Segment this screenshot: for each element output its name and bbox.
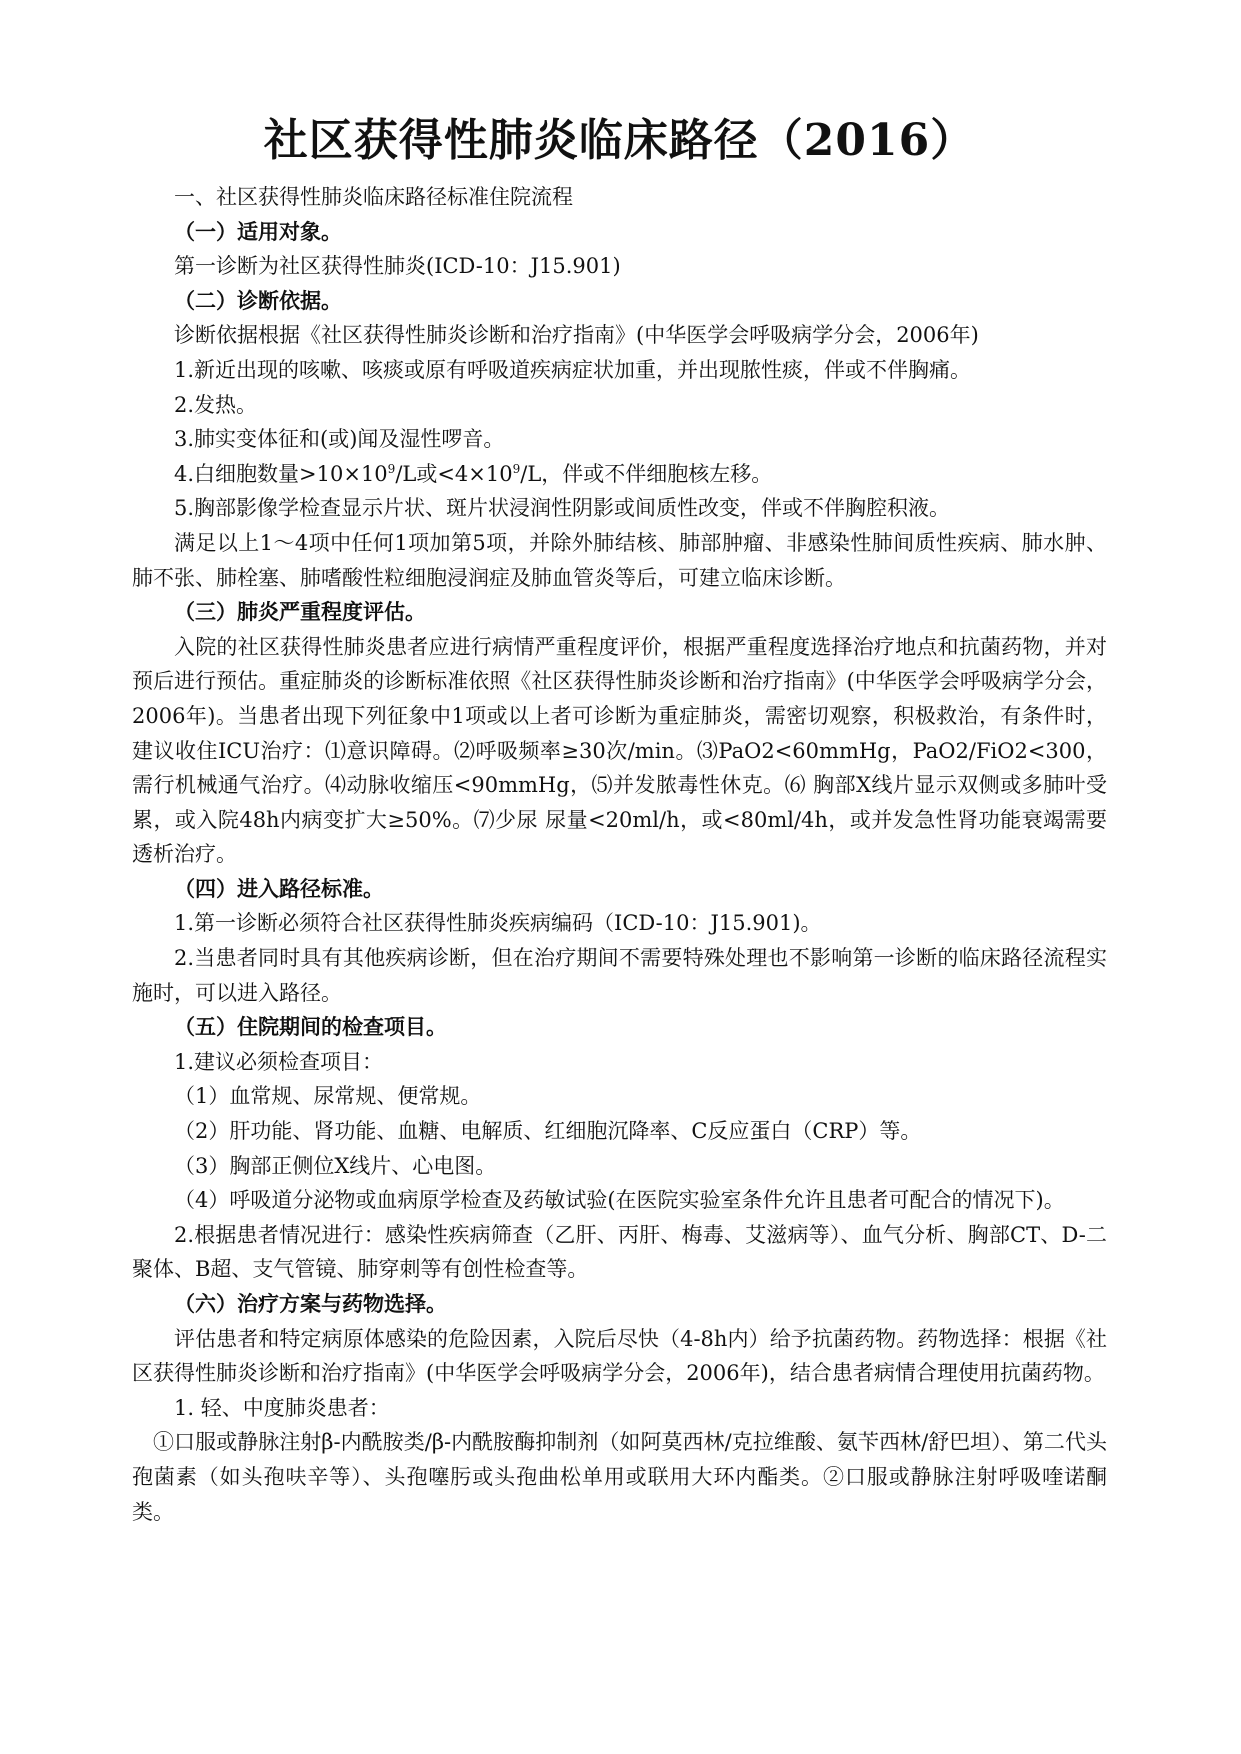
paragraph-mild-moderate-drugs: ①口服或静脉注射β-内酰胺类/β-内酰胺酶抑制剂（如阿莫西林/克拉维酸、氨苄西林/舒巴坦）、第二代头孢菌素（如头孢呋辛等）、头孢噻肟或头孢曲松单用或联用大环内酯类。②口服或静脉注射呼吸喹诺酮类。 [132, 1430, 1107, 1524]
list-item-diagnosis-3: 3.肺实变体征和(或)闻及湿性啰音。 [174, 427, 505, 452]
list-item-exams-required: 1.建议必须检查项目： [174, 1049, 384, 1074]
subheading-inpatient-exams: （五）住院期间的检查项目。 [174, 1014, 447, 1040]
paragraph-antibiotic-selection: 评估患者和特定病原体感染的危险因素，入院后尽快（4-8h内）给予抗菌药物。药物选择：根据《社区获得性肺炎诊断和治疗指南》(中华医学会呼吸病学分会，2006年)，结合患者病情合理使用抗菌药物。 [132, 1326, 1107, 1386]
paragraph-clinical-diagnosis: 满足以上1～4项中任何1项加第5项，并除外肺结核、肺部肿瘤、非感染性肺间质性疾病、肺水肿、肺不张、肺栓塞、肺嗜酸性粒细胞浸润症及肺血管炎等后，可建立临床诊断。 [132, 530, 1107, 590]
list-item-exams-optional: 2.根据患者情况进行：感染性疾病筛查（乙肝、丙肝、梅毒、艾滋病等）、血气分析、胸部CT、D-二聚体、B超、支气管镜、肺穿刺等有创性检查等。 [132, 1222, 1107, 1282]
subheading-diagnosis-basis: （二）诊断依据。 [174, 287, 342, 313]
subheading-severity-assessment: （三）肺炎严重程度评估。 [174, 599, 426, 625]
wbc-text-c: /L，伴或不伴细胞核左移。 [520, 461, 773, 486]
list-item-exam-1: （1）血常规、尿常规、便常规。 [174, 1084, 482, 1109]
subheading-path-entry-standard: （四）进入路径标准。 [174, 875, 384, 901]
document-page [132, 108, 1107, 1529]
list-item-entry-2: 2.当患者同时具有其他疾病诊断，但在治疗期间不需要特殊处理也不影响第一诊断的临床路径流程实施时，可以进入路径。 [132, 946, 1107, 1005]
list-item-exam-2: （2）肝功能、肾功能、血糖、电解质、红细胞沉降率、C反应蛋白（CRP）等。 [174, 1119, 922, 1144]
wbc-exponent-2: 9 [512, 461, 521, 476]
wbc-text-a: 4.白细胞数量>10×10 [174, 461, 388, 486]
wbc-exponent-1: 9 [387, 461, 396, 476]
list-item-exam-3: （3）胸部正侧位X线片、心电图。 [174, 1153, 497, 1178]
list-item-mild-moderate: 1. 轻、中度肺炎患者： [174, 1395, 390, 1420]
section-heading-main: 一、社区获得性肺炎临床路径标准住院流程 [174, 185, 573, 209]
list-item-diagnosis-4 [132, 457, 1107, 492]
subheading-treatment-plan: （六）治疗方案与药物选择。 [174, 1291, 447, 1316]
list-item-diagnosis-2: 2.发热。 [174, 392, 258, 417]
list-item-diagnosis-1: 1.新近出现的咳嗽、咳痰或原有呼吸道疾病症状加重，并出现脓性痰，伴或不伴胸痛。 [174, 357, 972, 382]
paragraph-severity-criteria: 入院的社区获得性肺炎患者应进行病情严重程度评价，根据严重程度选择治疗地点和抗菌药物，并对预后进行预估。重症肺炎的诊断标准依照《社区获得性肺炎诊断和治疗指南》(中华医学会呼吸病学分会，2006年)。当患者出现下列征象中1项或以上者可诊断为重症肺炎，需密切观察，积极救治，有条件时，建议收住ICU治疗：⑴意识障碍。⑵呼吸频率≥30次/min。⑶PaO2<60mmHg，PaO2/FiO2<300，需行机械通气治疗。⑷动脉收缩压<90mmHg，⑸并发脓毒性休克。⑹ 胸部X线片显示双侧或多肺叶受累，或入院48h内病变扩大≥50%。⑺少尿 尿量<20ml/h，或<80ml/4h，或并发急性肾功能衰竭需要透析治疗。 [132, 634, 1107, 867]
document-title: 社区获得性肺炎临床路径（2016） [263, 115, 976, 166]
paragraph-diagnosis-reference: 诊断依据根据《社区获得性肺炎诊断和治疗指南》(中华医学会呼吸病学分会，2006年) [174, 323, 979, 348]
list-item-diagnosis-5: 5.胸部影像学检查显示片状、斑片状浸润性阴影或间质性改变，伴或不伴胸腔积液。 [174, 496, 951, 521]
wbc-text-b: /L或<4×10 [395, 461, 513, 486]
list-item-entry-1: 1.第一诊断必须符合社区获得性肺炎疾病编码（ICD-10：J15.901)。 [174, 911, 822, 936]
subheading-applicable-subjects: （一）适用对象。 [174, 218, 342, 244]
list-item-exam-4: （4）呼吸道分泌物或血病原学检查及药敏试验(在医院实验室条件允许且患者可配合的情况下)。 [174, 1188, 1065, 1213]
paragraph-first-diagnosis: 第一诊断为社区获得性肺炎(ICD-10：J15.901) [174, 254, 621, 279]
